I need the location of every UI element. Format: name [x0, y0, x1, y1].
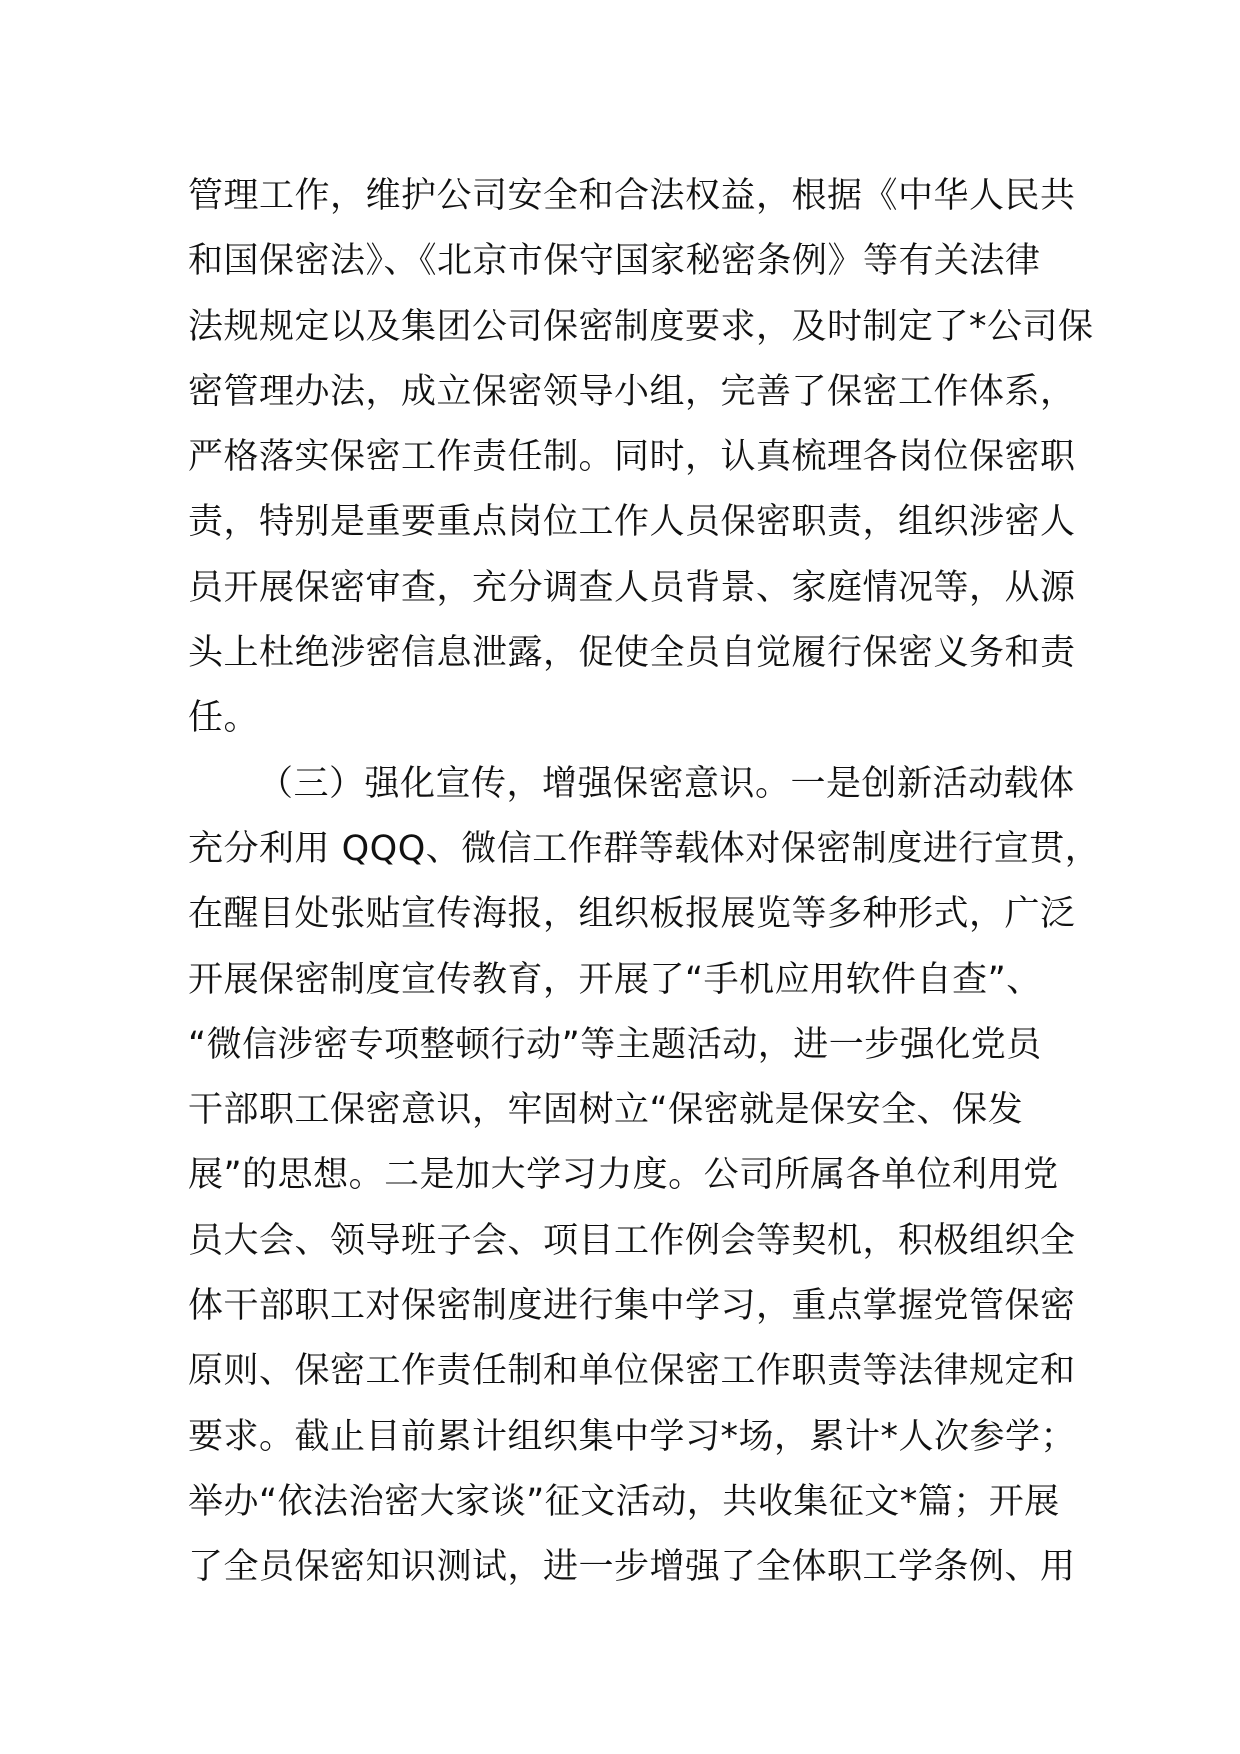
- text-line: 体干部职工对保密制度进行集中学习，重点掌握党管保密: [188, 1286, 1076, 1327]
- section-heading-line: （三）强化宣传，增强保密意识。一是创新活动载体: [258, 763, 1075, 804]
- text-line: 和国保密法》、《北京市保守国家秘密条例》等有关法律: [188, 241, 1041, 282]
- text-line: 开展保密制度宣传教育，开展了“手机应用软件自查”、: [188, 959, 1042, 1000]
- text-line: 任。: [188, 698, 260, 739]
- text-line: 了全员保密知识测试，进一步增强了全体职工学条例、用: [188, 1547, 1076, 1588]
- text-line: 责，特别是重要重点岗位工作人员保密职责，组织涉密人: [188, 502, 1076, 543]
- text-line: 头上杜绝涉密信息泄露，促使全员自觉履行保密义务和责: [188, 633, 1076, 674]
- text-line: “微信涉密专项整顿行动”等主题活动，进一步强化党员: [188, 1024, 1042, 1065]
- text-line: 管理工作，维护公司安全和合法权益，根据《中华人民共: [188, 176, 1076, 216]
- text-line: 法规规定以及集团公司保密制度要求，及时制定了*公司保: [188, 306, 1094, 347]
- text-line: 举办“依法治密大家谈”征文活动，共收集征文*篇；开展: [188, 1481, 1060, 1522]
- text-line: 在醒目处张贴宣传海报，组织板报展览等多种形式，广泛: [188, 894, 1076, 935]
- text-line: 充分利用 QQQ、微信工作群等载体对保密制度进行宣贯，: [188, 828, 1101, 869]
- text-line: 严格落实保密工作责任制。同时，认真梳理各岗位保密职: [188, 437, 1076, 478]
- text-line: 展”的思想。二是加大学习力度。公司所属各单位利用党: [188, 1155, 1059, 1196]
- text-line: 员开展保密审查，充分调查人员背景、家庭情况等，从源: [188, 567, 1076, 608]
- text-line: 员大会、领导班子会、项目工作例会等契机，积极组织全: [188, 1220, 1076, 1261]
- document-body: [188, 164, 1101, 1601]
- text-line: 要求。截止目前累计组织集中学习*场，累计*人次参学；: [188, 1416, 1077, 1457]
- text-line: 原则、保密工作责任制和单位保密工作职责等法律规定和: [188, 1351, 1076, 1392]
- text-line: 密管理办法，成立保密领导小组，完善了保密工作体系，: [188, 371, 1076, 412]
- text-line: 干部职工保密意识，牢固树立“保密就是保安全、保发: [188, 1090, 1024, 1131]
